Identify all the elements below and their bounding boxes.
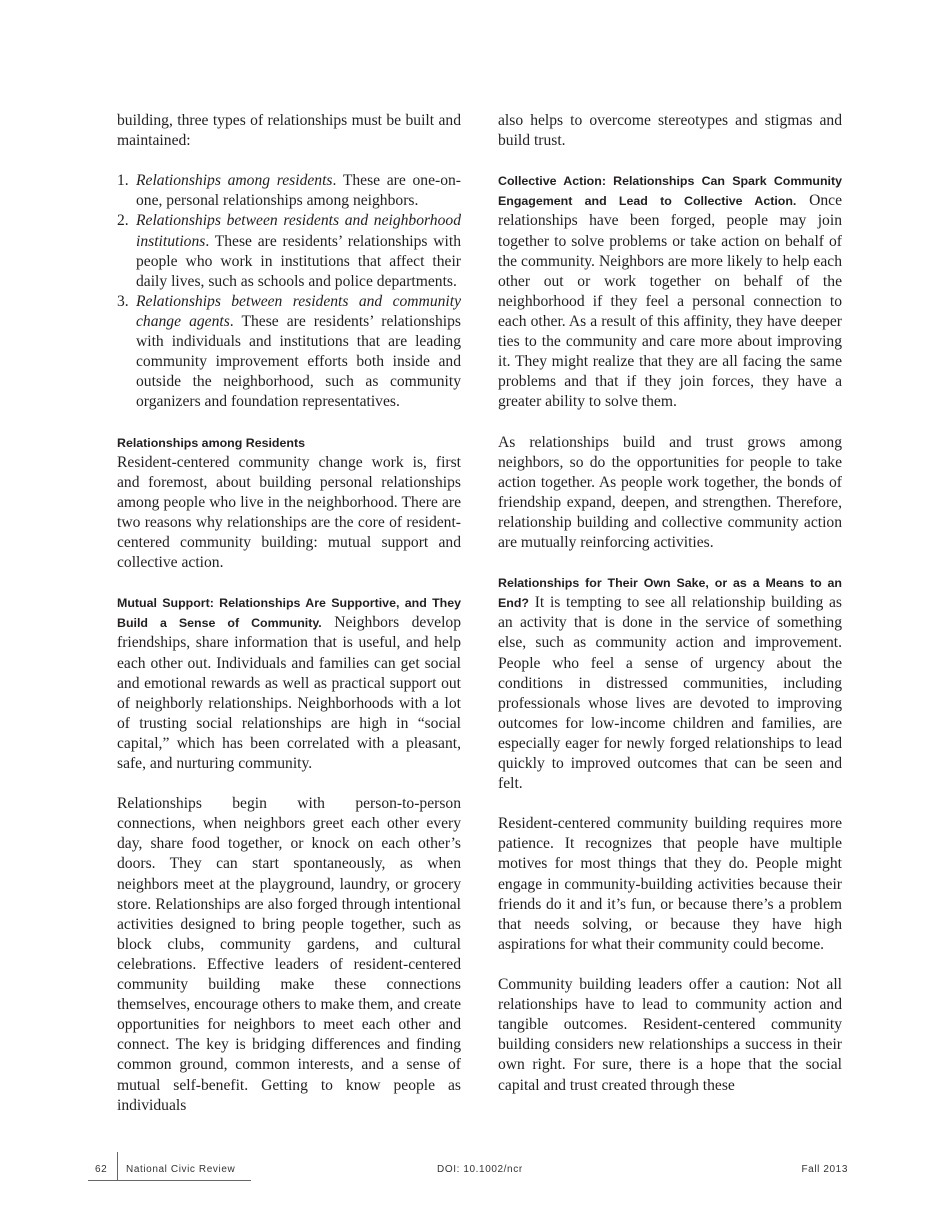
- continued-paragraph: also helps to overcome stereotypes and stigmas and build trust.: [498, 112, 842, 150]
- list-number: 1.: [117, 172, 129, 190]
- trust-paragraph: As relationships build and trust grows among neighbors, so do the opportunities for people to take action together. As people work together, the bonds of friendship expand, deepen, and strengthen. Therefore, relationship building and collective community action are mutually reinforcing activities.: [498, 433, 842, 551]
- list-item: [117, 292, 461, 413]
- list-item-title: Relationships among residents: [136, 172, 333, 190]
- list-item: [117, 171, 461, 211]
- run-in-heading: Relationships for Their Own Sake, or as a Means to an End?: [498, 576, 842, 611]
- intro-continued-paragraph: building, three types of relationships must be built and maintained:: [117, 112, 461, 150]
- run-in-heading: Collective Action: Relationships Can Spark Community Engagement and Lead to Collective Action.: [498, 174, 842, 209]
- list-item-title: Relationships between residents and neighborhood institutions: [136, 212, 461, 250]
- list-item-title: Relationships between residents and community change agents: [136, 292, 461, 330]
- list-number: 2.: [117, 212, 129, 230]
- left-column: [117, 111, 461, 1116]
- page-footer: [88, 1158, 848, 1188]
- relationship-types-list: [117, 171, 461, 412]
- footer-divider-horizontal: [88, 1180, 251, 1181]
- doi: DOI: 10.1002/ncr: [437, 1164, 523, 1175]
- list-number: 3.: [117, 292, 129, 310]
- issue-date: Fall 2013: [801, 1164, 848, 1175]
- right-column: [498, 111, 842, 1096]
- section-heading: Relationships among Residents: [117, 435, 305, 450]
- connections-paragraph: Relationships begin with person-to-person connections, when neighbors greet each other every day, share food together, or knock on each other’s doors. They can start spontaneously, as when neighbors meet at the playground, laundry, or grocery store. Relationships are also forged through intentional activities designed to bring people together, such as block clubs, community gardens, and cultural celebrations. Effective leaders of resident-centered community building make these connections themselves, encourage others to make them, and create opportunities for neighbors to meet each other and connect. The key is bridging differences and finding common ground, common interests, and a sense of mutual self-benefit. Getting to know people as individuals: [117, 795, 461, 1114]
- mutual-support-paragraph: [117, 593, 461, 774]
- section-paragraph: Resident-centered community change work is, first and foremost, about building personal relationships among people who live in the neighborhood. There are two reasons why relationships are the core of resident-centered community building: mutual support and collective action.: [117, 453, 461, 572]
- list-item-text: . These are residents’ relationships with individuals and institutions that are leading community improvement efforts both inside and outside the neighborhood, such as community organizers and foundation representatives.: [136, 312, 461, 411]
- own-sake-paragraph: [498, 573, 842, 794]
- run-in-heading: Mutual Support: Relationships Are Supportive, and They Build a Sense of Community.: [117, 596, 461, 631]
- patience-paragraph: Resident-centered community building requires more patience. It recognizes that people have multiple motives for most things that they do. People might engage in community-building activities because their friends do it and it’s fun, or because there’s a problem that needs solving, or because they have high aspirations for what their community could become.: [498, 815, 842, 953]
- page-number: 62: [95, 1164, 108, 1175]
- list-item-text: . These are residents’ relationships with people who work in institutions that affect their daily lives, such as schools and police departments.: [136, 232, 461, 290]
- journal-name: National Civic Review: [126, 1164, 236, 1175]
- caution-paragraph: Community building leaders offer a caution: Not all relationships have to lead to community action and tangible outcomes. Resident-centered community building considers new relationships a success in their own right. For sure, there is a hope that the social capital and trust created through these: [498, 976, 842, 1094]
- paragraph-text: It is tempting to see all relationship building as an activity that is done in the service of something else, such as community action and improvement. People who feel a sense of urgency about the conditions in distressed communities, including professionals whose lives are devoted to improving outcomes for low-income children and families, are especially eager for newly forged relationships to lead quickly to improved outcomes that can be seen and felt.: [498, 594, 842, 793]
- footer-divider-vertical: [117, 1152, 118, 1180]
- paragraph-text: Neighbors develop friendships, share information that is useful, and help each other out. Individuals and families can get social and emotional rewards as well as practical support out of neighborly relationships. Neighborhoods with a lot of trusting social relationships are high in “social capital,” which has been correlated with a pleasant, safe, and nurturing community.: [117, 614, 461, 772]
- paragraph-text: Once relationships have been forged, people may join together to solve problems or take action on behalf of the community. Neighbors are more likely to help each other out or work together on behalf of the neighborhood if they feel a personal connection to each other. As a result of this affinity, they have deeper ties to the community and care more about improving it. They might realize that they are all facing the same problems and that if they join forces, they have a greater ability to solve them.: [498, 192, 842, 411]
- list-item: [117, 211, 461, 291]
- list-item-text: . These are one-on-one, personal relationships among neighbors.: [136, 172, 462, 210]
- collective-action-paragraph: [498, 171, 842, 412]
